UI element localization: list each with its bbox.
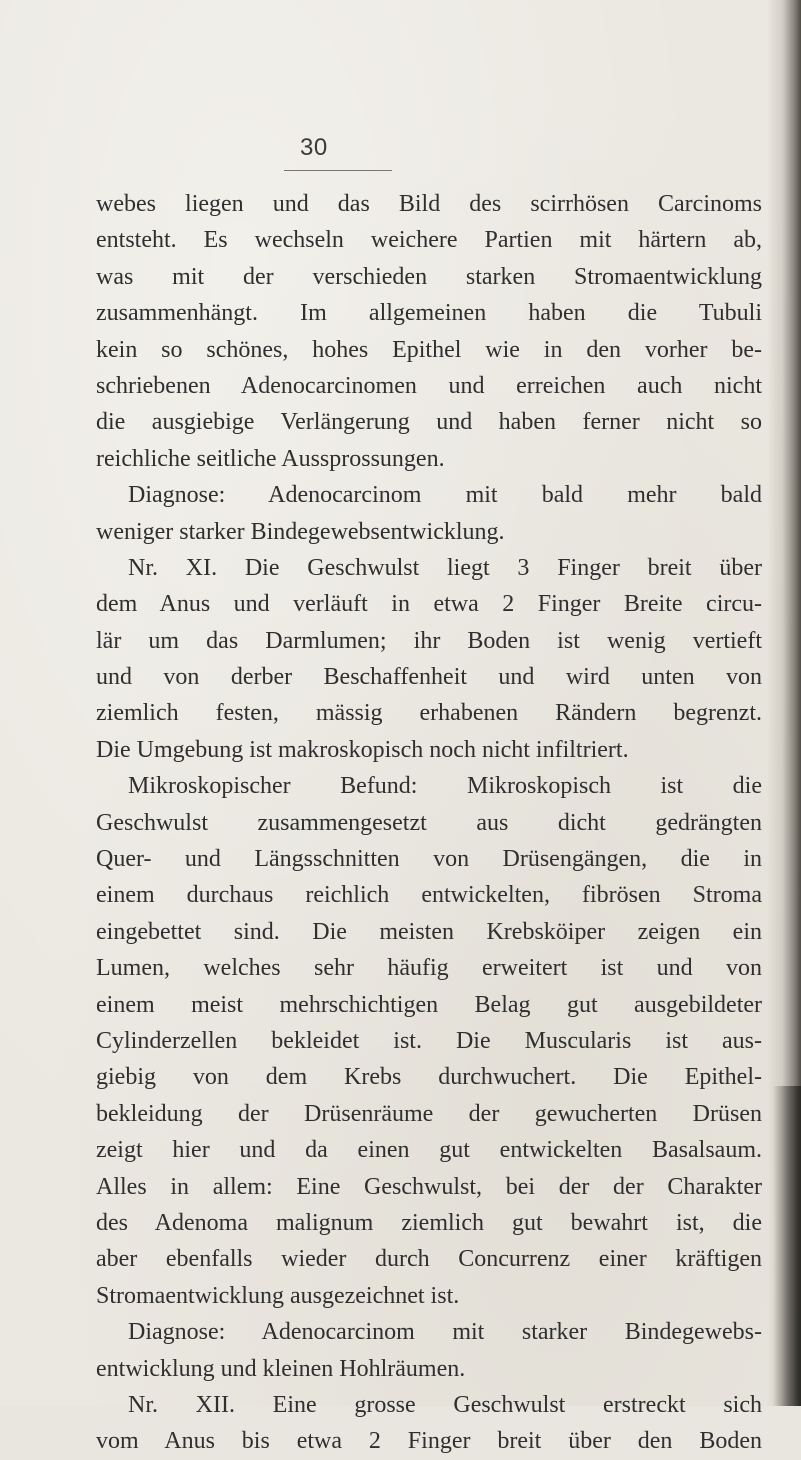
text-line: was mit der verschieden starken Stromaentwicklung bbox=[96, 263, 762, 290]
text-line: webes liegen und das Bild des scirrhösen Carcinoms bbox=[96, 191, 762, 217]
text-line: und von derber Beschaffenheit und wird unten von bbox=[96, 664, 762, 691]
text-line: entwicklung und kleinen Hohlräumen. bbox=[96, 1355, 466, 1382]
text-line: Die Umgebung ist makroskopisch noch nicht infiltriert. bbox=[96, 736, 629, 763]
text-line: vom Anus bis etwa 2 Finger breit über den Boden bbox=[96, 1428, 762, 1455]
page-edge-shadow-bottom bbox=[773, 1086, 801, 1406]
text-line: giebig von dem Krebs durchwuchert. Die Epithel- bbox=[96, 1064, 762, 1091]
text-line: Diagnose: Adenocarcinom mit starker Bindegewebs- bbox=[128, 1319, 762, 1346]
text-line: Lumen, welches sehr häufig erweitert ist und von bbox=[96, 955, 762, 982]
text-line: Quer- und Längsschnitten von Drüsengängen, die in bbox=[96, 846, 762, 873]
text-line: einem meist mehrschichtigen Belag gut ausgebildeter bbox=[96, 991, 762, 1018]
text-line: Cylinderzellen bekleidet ist. Die Muscularis ist aus- bbox=[96, 1027, 762, 1054]
text-line: Nr. XII. Eine grosse Geschwulst erstreckt sich bbox=[128, 1391, 762, 1418]
text-line: ziemlich festen, mässig erhabenen Rändern begrenzt. bbox=[96, 700, 762, 727]
text-line: Mikroskopischer Befund: Mikroskopisch ist die bbox=[128, 773, 762, 800]
text-line: Nr. XI. Die Geschwulst liegt 3 Finger breit über bbox=[128, 554, 762, 581]
text-line: reichliche seitliche Aussprossungen. bbox=[96, 445, 445, 472]
text-line: dem Anus und verläuft in etwa 2 Finger Breite circu- bbox=[96, 591, 762, 618]
text-line: eingebettet sind. Die meisten Krebsköiper zeigen ein bbox=[96, 918, 762, 945]
text-line: Stromaentwicklung ausgezeichnet ist. bbox=[96, 1282, 460, 1309]
text-line: aber ebenfalls wieder durch Concurrenz einer kräftigen bbox=[96, 1246, 762, 1273]
text-line: bekleidung der Drüsenräume der gewucherten Drüsen bbox=[96, 1100, 762, 1127]
body-text bbox=[96, 186, 762, 1460]
text-line: schriebenen Adenocarcinomen und erreichen auch nicht bbox=[96, 372, 762, 399]
text-line: zusammenhängt. Im allgemeinen haben die Tubuli bbox=[96, 300, 762, 327]
text-line: kein so schönes, hohes Epithel wie in den vorher be- bbox=[96, 336, 762, 363]
text-line: entsteht. Es wechseln weichere Partien mit härtern ab, bbox=[96, 227, 762, 254]
text-line: Diagnose: Adenocarcinom mit bald mehr bald bbox=[128, 482, 762, 509]
text-line: zeigt hier und da einen gut entwickelten Basalsaum. bbox=[96, 1137, 762, 1164]
page-number: 30 bbox=[300, 134, 328, 161]
text-line: die ausgiebige Verlängerung und haben ferner nicht so bbox=[96, 409, 762, 436]
text-line: einem durchaus reichlich entwickelten, fibrösen Stroma bbox=[96, 882, 762, 909]
text-line: lär um das Darmlumen; ihr Boden ist wenig vertieft bbox=[96, 627, 762, 654]
text-line: des Adenoma malignum ziemlich gut bewahrt ist, die bbox=[96, 1209, 762, 1236]
text-line: Geschwulst zusammengesetzt aus dicht gedrängten bbox=[96, 809, 762, 836]
header-rule bbox=[284, 170, 392, 171]
text-line: Alles in allem: Eine Geschwulst, bei der der Charakter bbox=[96, 1173, 762, 1200]
text-line: weniger starker Bindegewebsentwicklung. bbox=[96, 518, 505, 545]
